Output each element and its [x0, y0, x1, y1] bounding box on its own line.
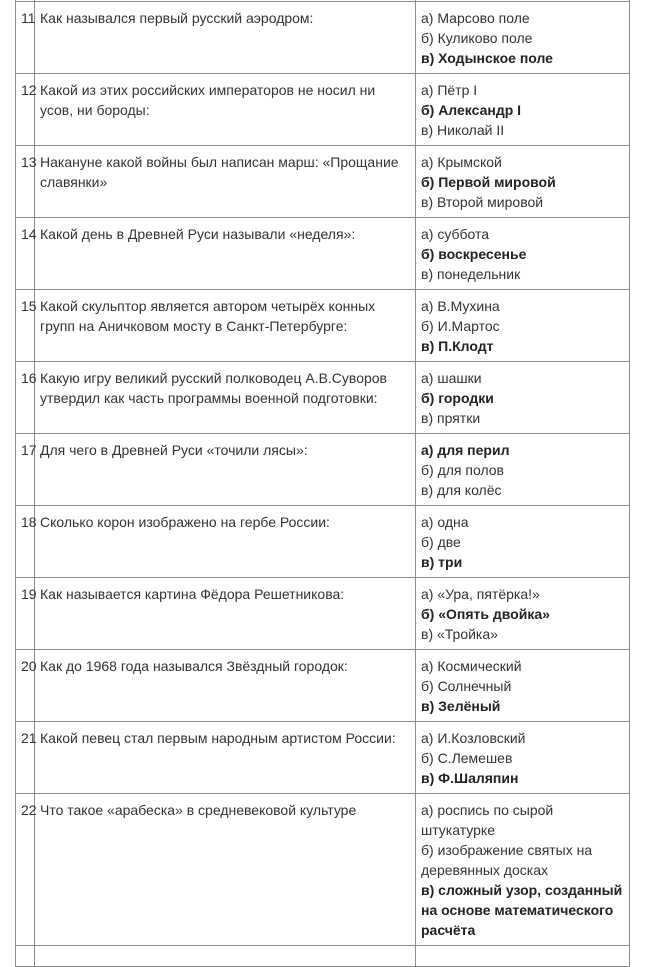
correct-answer-option: в) сложный узор, созданный на основе математического расчёта: [421, 882, 623, 938]
answer-option: а) И.Козловский: [421, 730, 526, 746]
partial-answers-cell: [416, 946, 630, 967]
table-row: [16, 218, 630, 290]
answer-option: а) Космический: [421, 658, 522, 674]
question-number: 19: [16, 578, 35, 650]
correct-answer-option: б) Александр I: [421, 102, 522, 118]
answer-option: а) Крымской: [421, 154, 502, 170]
answer-option: в) понедельник: [421, 266, 521, 282]
table-row: [16, 290, 630, 362]
question-number: 11: [16, 2, 35, 74]
question-text: Накануне какой войны был написан марш: «Прощание славянки»: [35, 146, 416, 218]
correct-answer-option: в) Ф.Шаляпин: [421, 770, 519, 786]
answer-option: б) изображение святых на деревянных досках: [421, 842, 593, 878]
question-number: 22: [16, 794, 35, 946]
table-row: [16, 146, 630, 218]
correct-answer-option: в) Ходынское поле: [421, 50, 553, 66]
question-number: 21: [16, 722, 35, 794]
answer-option: а) роспись по сырой штукатурке: [421, 802, 554, 838]
correct-answer-option: б) «Опять двойка»: [421, 606, 550, 622]
table-row: [16, 74, 630, 146]
correct-answer-option: б) городки: [421, 390, 494, 406]
table-row: [16, 2, 630, 74]
question-text: Сколько корон изображено на гербе России:: [35, 506, 416, 578]
table-row: [16, 650, 630, 722]
question-text: Какую игру великий русский полководец А.В.Суворов утвердил как часть программы военной подготовки:: [35, 362, 416, 434]
question-number: 16: [16, 362, 35, 434]
question-text: Какой певец стал первым народным артистом России:: [35, 722, 416, 794]
answer-options: [416, 434, 630, 506]
question-text: Как назывался первый русский аэродром:: [35, 2, 416, 74]
answer-option: а) одна: [421, 514, 469, 530]
question-text: Для чего в Древней Руси «точили лясы»:: [35, 434, 416, 506]
quiz-table: [15, 0, 630, 967]
answer-option: в) прятки: [421, 410, 481, 426]
answer-options: [416, 362, 630, 434]
answer-option: б) Куликово поле: [421, 30, 533, 46]
table-row: [16, 434, 630, 506]
partial-question-cell: [35, 946, 416, 967]
table-row-partial-bottom: [16, 946, 630, 967]
question-text: Как до 1968 года назывался Звёздный городок:: [35, 650, 416, 722]
answer-options: [416, 722, 630, 794]
question-text: Какой скульптор является автором четырёх конных групп на Аничковом мосту в Санкт-Петербурге:: [35, 290, 416, 362]
table-row: [16, 362, 630, 434]
correct-answer-option: в) Зелёный: [421, 698, 501, 714]
answer-option: а) суббота: [421, 226, 490, 242]
answer-option: в) Второй мировой: [421, 194, 544, 210]
question-number: 15: [16, 290, 35, 362]
answer-option: а) шашки: [421, 370, 482, 386]
question-number: 12: [16, 74, 35, 146]
answer-option: в) «Тройка»: [421, 626, 498, 642]
answer-option: б) две: [421, 534, 461, 550]
partial-num-cell: [16, 946, 35, 967]
answer-option: в) для колёс: [421, 482, 502, 498]
table-row: [16, 722, 630, 794]
answer-option: а) Марсово поле: [421, 10, 530, 26]
correct-answer-option: в) три: [421, 554, 463, 570]
quiz-table-body: [16, 0, 630, 967]
question-text: Как называется картина Фёдора Решетникова:: [35, 578, 416, 650]
question-number: 17: [16, 434, 35, 506]
answer-options: [416, 74, 630, 146]
answer-options: [416, 2, 630, 74]
question-number: 20: [16, 650, 35, 722]
correct-answer-option: в) П.Клодт: [421, 338, 494, 354]
answer-options: [416, 290, 630, 362]
question-text: Какой день в Древней Руси называли «неделя»:: [35, 218, 416, 290]
answer-option: б) И.Мартос: [421, 318, 500, 334]
question-text: Какой из этих российских императоров не носил ни усов, ни бороды:: [35, 74, 416, 146]
correct-answer-option: б) Первой мировой: [421, 174, 556, 190]
answer-options: [416, 506, 630, 578]
answer-option: в) Николай II: [421, 122, 505, 138]
question-number: 13: [16, 146, 35, 218]
answer-options: [416, 794, 630, 946]
answer-option: а) «Ура, пятёрка!»: [421, 586, 540, 602]
answer-option: б) Солнечный: [421, 678, 512, 694]
answer-options: [416, 578, 630, 650]
answer-options: [416, 218, 630, 290]
question-number: 18: [16, 506, 35, 578]
table-row: [16, 506, 630, 578]
answer-options: [416, 650, 630, 722]
table-row: [16, 794, 630, 946]
answer-option: б) С.Лемешев: [421, 750, 513, 766]
question-number: 14: [16, 218, 35, 290]
table-row: [16, 578, 630, 650]
answer-option: а) В.Мухина: [421, 298, 500, 314]
answer-option: б) для полов: [421, 462, 504, 478]
question-text: Что такое «арабеска» в средневековой культуре: [35, 794, 416, 946]
answer-option: а) Пётр I: [421, 82, 478, 98]
correct-answer-option: б) воскресенье: [421, 246, 527, 262]
quiz-table-container: [15, 0, 630, 967]
answer-options: [416, 146, 630, 218]
correct-answer-option: а) для перил: [421, 442, 510, 458]
